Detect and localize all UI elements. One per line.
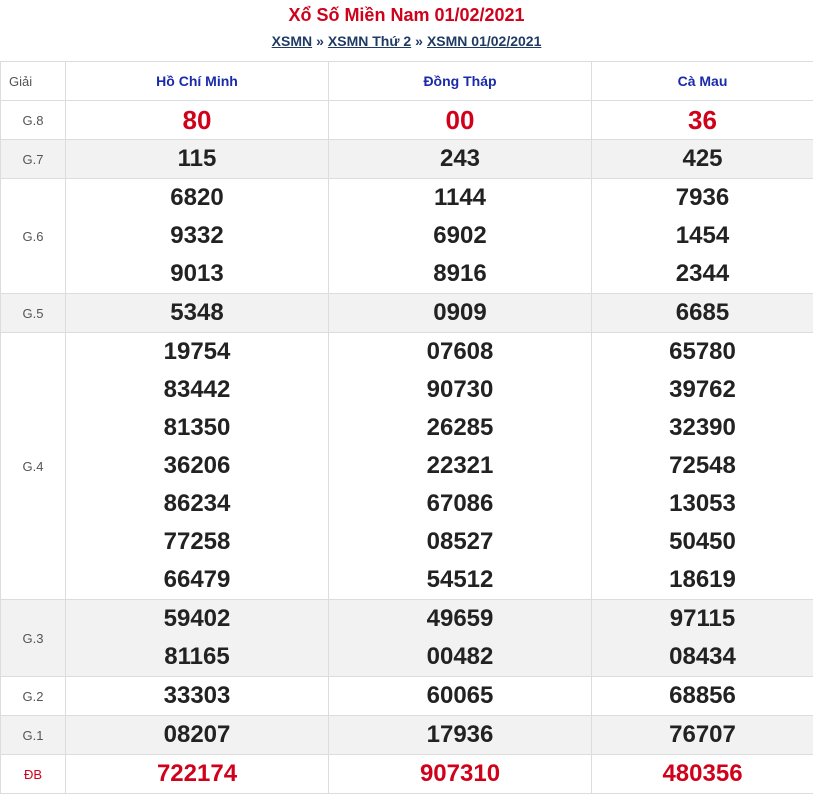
- result-number: 722174: [66, 755, 328, 793]
- prize-name-cell: G.5: [1, 294, 66, 333]
- result-number: 480356: [592, 755, 813, 793]
- result-number: 19754: [66, 333, 328, 371]
- result-number: 36206: [66, 447, 328, 485]
- result-number: 33303: [66, 677, 328, 715]
- breadcrumb-separator: »: [411, 33, 427, 49]
- results-table: [0, 61, 813, 794]
- result-cell: [329, 755, 592, 794]
- result-cell: [592, 716, 813, 755]
- result-number: 6902: [329, 217, 591, 255]
- result-number: 8916: [329, 255, 591, 293]
- result-number: 66479: [66, 561, 328, 599]
- result-cell: [592, 294, 813, 333]
- result-cell: [592, 140, 813, 179]
- prize-name-cell: G.3: [1, 600, 66, 677]
- table-row: [1, 179, 813, 294]
- result-number: 08207: [66, 716, 328, 754]
- table-row: [1, 716, 813, 755]
- table-row: [1, 140, 813, 179]
- result-number: 1144: [329, 179, 591, 217]
- result-number: 54512: [329, 561, 591, 599]
- result-number: 13053: [592, 485, 813, 523]
- result-cell: [66, 333, 329, 600]
- results-body: [1, 101, 813, 794]
- result-cell: [592, 677, 813, 716]
- table-row: [1, 677, 813, 716]
- result-number: 72548: [592, 447, 813, 485]
- prize-name-cell: G.2: [1, 677, 66, 716]
- breadcrumb: [0, 32, 813, 50]
- prize-name-cell: G.8: [1, 101, 66, 140]
- result-number: 425: [592, 140, 813, 178]
- result-cell: [66, 677, 329, 716]
- prize-name-cell: ĐB: [1, 755, 66, 794]
- result-cell: [592, 755, 813, 794]
- result-number: 7936: [592, 179, 813, 217]
- table-header-row: [1, 62, 813, 101]
- prize-name-cell: G.1: [1, 716, 66, 755]
- result-number: 9332: [66, 217, 328, 255]
- result-number: 18619: [592, 561, 813, 599]
- result-number: 76707: [592, 716, 813, 754]
- result-number: 2344: [592, 255, 813, 293]
- column-header-province: Hồ Chí Minh: [66, 62, 329, 101]
- result-number: 22321: [329, 447, 591, 485]
- result-number: 49659: [329, 600, 591, 638]
- result-cell: [66, 716, 329, 755]
- prize-name-cell: G.6: [1, 179, 66, 294]
- result-number: 0909: [329, 294, 591, 332]
- result-cell: [329, 140, 592, 179]
- result-number: 6820: [66, 179, 328, 217]
- result-number: 60065: [329, 677, 591, 715]
- result-cell: [592, 600, 813, 677]
- result-number: 90730: [329, 371, 591, 409]
- result-number: 68856: [592, 677, 813, 715]
- result-cell: [592, 333, 813, 600]
- result-number: 00: [329, 101, 591, 139]
- result-cell: [66, 179, 329, 294]
- result-number: 07608: [329, 333, 591, 371]
- result-cell: [592, 179, 813, 294]
- result-cell: [329, 333, 592, 600]
- result-number: 26285: [329, 409, 591, 447]
- result-cell: [329, 101, 592, 140]
- result-number: 97115: [592, 600, 813, 638]
- result-number: 36: [592, 101, 813, 139]
- result-cell: [329, 600, 592, 677]
- result-number: 115: [66, 140, 328, 178]
- result-number: 00482: [329, 638, 591, 676]
- result-number: 77258: [66, 523, 328, 561]
- table-row: [1, 600, 813, 677]
- table-row: [1, 101, 813, 140]
- result-number: 65780: [592, 333, 813, 371]
- result-number: 243: [329, 140, 591, 178]
- result-number: 6685: [592, 294, 813, 332]
- result-number: 08434: [592, 638, 813, 676]
- breadcrumb-link-xsmn[interactable]: XSMN: [272, 33, 312, 49]
- page-title: Xổ Số Miền Nam 01/02/2021: [0, 5, 813, 25]
- result-number: 81165: [66, 638, 328, 676]
- breadcrumb-separator: »: [312, 33, 328, 49]
- result-cell: [329, 294, 592, 333]
- prize-name-cell: G.4: [1, 333, 66, 600]
- result-number: 59402: [66, 600, 328, 638]
- result-number: 83442: [66, 371, 328, 409]
- result-number: 1454: [592, 217, 813, 255]
- result-number: 32390: [592, 409, 813, 447]
- result-cell: [66, 755, 329, 794]
- result-cell: [66, 101, 329, 140]
- column-header-prize: Giải: [1, 62, 66, 101]
- result-number: 67086: [329, 485, 591, 523]
- result-cell: [329, 716, 592, 755]
- result-cell: [66, 294, 329, 333]
- result-number: 39762: [592, 371, 813, 409]
- result-cell: [329, 179, 592, 294]
- breadcrumb-link-xsmn-thu-2[interactable]: XSMN Thứ 2: [328, 33, 411, 49]
- result-cell: [329, 677, 592, 716]
- column-header-province: Cà Mau: [592, 62, 813, 101]
- table-row: [1, 333, 813, 600]
- breadcrumb-link-xsmn-date[interactable]: XSMN 01/02/2021: [427, 33, 541, 49]
- result-number: 907310: [329, 755, 591, 793]
- result-cell: [66, 600, 329, 677]
- result-number: 81350: [66, 409, 328, 447]
- result-cell: [592, 101, 813, 140]
- result-number: 08527: [329, 523, 591, 561]
- result-number: 80: [66, 101, 328, 139]
- result-number: 86234: [66, 485, 328, 523]
- result-cell: [66, 140, 329, 179]
- result-number: 50450: [592, 523, 813, 561]
- result-number: 5348: [66, 294, 328, 332]
- table-row: [1, 294, 813, 333]
- table-row: [1, 755, 813, 794]
- result-number: 9013: [66, 255, 328, 293]
- column-header-province: Đồng Tháp: [329, 62, 592, 101]
- prize-name-cell: G.7: [1, 140, 66, 179]
- result-number: 17936: [329, 716, 591, 754]
